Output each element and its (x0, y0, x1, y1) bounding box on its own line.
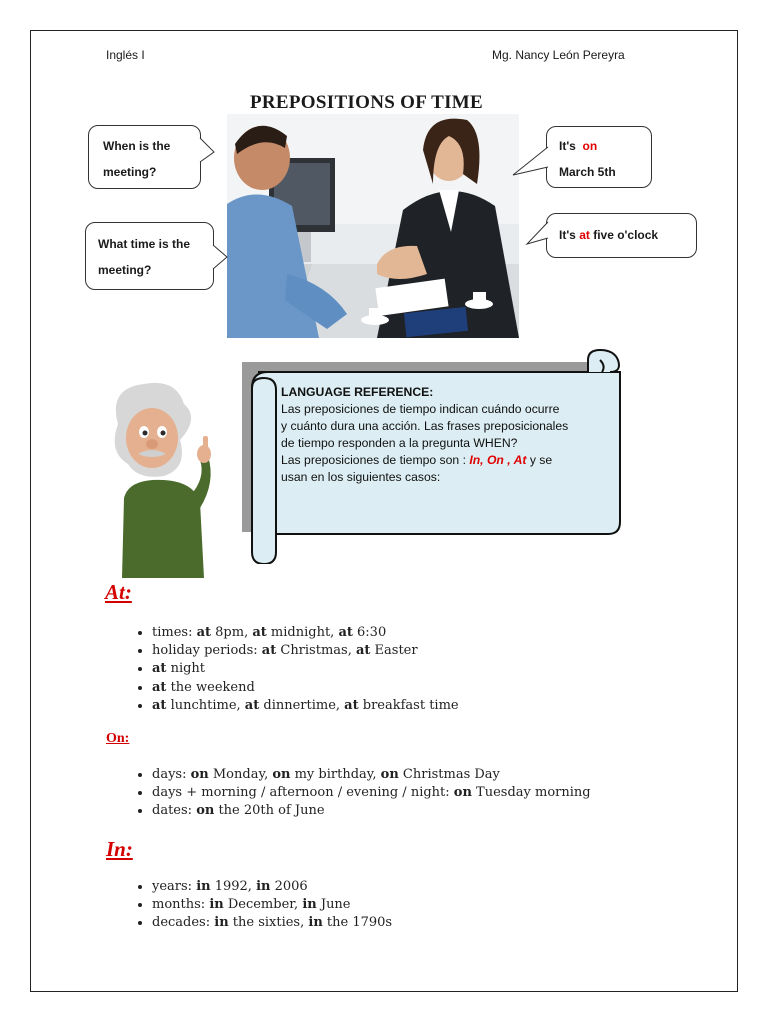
list-item-text: the 20th of June (214, 803, 325, 819)
preposition-keyword: in (302, 897, 317, 913)
preposition-keyword: at (338, 625, 353, 640)
list-item (152, 642, 459, 660)
list-item-text: Tuesday morning (471, 785, 591, 801)
reference-line-5: usan en los siguientes casos: (281, 470, 441, 484)
header-teacher: Mg. Nancy León Pereyra (492, 48, 625, 62)
list-item-text: Christmas Day (398, 767, 500, 782)
list-item-text: 1992, (210, 879, 257, 894)
answer-at-prep: at (579, 228, 590, 242)
list-item (152, 878, 392, 896)
question-bubble-what-time (85, 222, 214, 290)
list-item (152, 802, 591, 820)
list-item-text: decades: (152, 915, 215, 931)
answer-at-post: five o'clock (593, 228, 659, 242)
list-item-text: Christmas, (276, 643, 356, 659)
list-item-text: Easter (370, 643, 418, 659)
list-item-text: the 1790s (322, 915, 393, 931)
preposition-keyword: at (252, 625, 267, 640)
section-heading-at: At: (105, 580, 132, 604)
question-when-line1: When is the (103, 139, 171, 153)
preposition-keyword: at (344, 697, 359, 713)
preposition-keyword: on (196, 803, 215, 819)
list-item-text: June (316, 897, 351, 913)
in-usage-list (130, 878, 392, 933)
preposition-keyword: in (209, 897, 224, 913)
list-item (152, 896, 392, 914)
list-item-text: times: (152, 625, 197, 640)
list-item-text: months: (152, 897, 210, 913)
answer-at-pre: It's (559, 228, 576, 242)
answer-bubble-at (546, 213, 697, 258)
page-title: PREPOSITIONS OF TIME (250, 92, 483, 113)
preposition-keyword: at (196, 625, 212, 640)
language-reference-title: LANGUAGE REFERENCE: (281, 385, 434, 399)
list-item-text: days: (152, 767, 191, 782)
preposition-keyword: at (244, 697, 260, 713)
answer-on-pre: It's (559, 139, 576, 153)
list-item-text: 2006 (270, 879, 308, 894)
reference-prepositions: In, On , At (469, 453, 527, 467)
list-item-text: 8pm, (211, 625, 253, 640)
list-item-text: night (166, 661, 206, 677)
preposition-keyword: at (355, 643, 371, 659)
preposition-keyword: in (308, 915, 323, 931)
bubble-tail (527, 222, 549, 248)
preposition-keyword: at (152, 697, 167, 713)
header-course: Inglés I (106, 48, 145, 62)
list-item (152, 914, 392, 932)
list-item-text: my birthday, (290, 767, 381, 782)
list-item-text: December, (223, 897, 303, 913)
preposition-keyword: at (152, 679, 167, 695)
bubble-tail (213, 245, 229, 273)
list-item-text: holiday periods: (152, 643, 262, 659)
preposition-keyword: in (256, 879, 271, 894)
preposition-keyword: at (261, 643, 277, 659)
list-item-text: lunchtime, (166, 697, 245, 713)
list-item-text: 6:30 (352, 625, 387, 640)
meeting-photo (227, 114, 519, 338)
list-item (152, 679, 459, 697)
cartoon-scientist-image (104, 378, 224, 578)
preposition-keyword: on (380, 767, 399, 782)
list-item-text: the sixties, (228, 915, 309, 931)
reference-line-4-post: y se (526, 453, 553, 467)
language-reference-text (281, 384, 626, 486)
preposition-keyword: on (190, 767, 209, 782)
list-item-text: dates: (152, 803, 197, 819)
question-what-time-line1: What time is the (98, 237, 191, 251)
bubble-tail (200, 138, 216, 166)
list-item-text: Monday, (208, 767, 273, 782)
list-item-text: the weekend (166, 679, 255, 695)
list-item (152, 697, 459, 715)
list-item-text: days + morning / afternoon / evening / night: (152, 785, 454, 801)
question-bubble-when (88, 125, 201, 189)
question-when-line2: meeting? (103, 165, 157, 179)
list-item (152, 766, 591, 784)
list-item-text: dinnertime, (259, 697, 345, 713)
reference-line-4-pre: Las preposiciones de tiempo son : (281, 453, 470, 467)
preposition-keyword: on (272, 767, 291, 782)
list-item (152, 624, 459, 642)
preposition-keyword: at (152, 661, 167, 677)
reference-line-1: Las preposiciones de tiempo indican cuándo ocurre (281, 402, 560, 416)
list-item-text: years: (152, 879, 197, 894)
preposition-keyword: on (453, 785, 472, 801)
reference-line-3: de tiempo responden a la pregunta WHEN? (281, 436, 518, 450)
preposition-keyword: in (196, 879, 211, 894)
answer-on-date: March 5th (559, 165, 616, 179)
list-item-text: breakfast time (358, 697, 459, 713)
bubble-tail (513, 145, 549, 179)
question-what-time-line2: meeting? (98, 263, 152, 277)
answer-bubble-on (546, 126, 652, 188)
section-heading-on: On: (106, 731, 130, 746)
preposition-keyword: in (214, 915, 229, 931)
reference-line-2: y cuánto dura una acción. Las frases preposicionales (281, 419, 569, 433)
answer-on-prep: on (582, 139, 598, 153)
section-heading-in: In: (106, 837, 133, 861)
on-usage-list (130, 766, 591, 821)
list-item (152, 660, 459, 678)
list-item (152, 784, 591, 802)
at-usage-list (130, 624, 459, 715)
list-item-text: midnight, (266, 625, 339, 640)
